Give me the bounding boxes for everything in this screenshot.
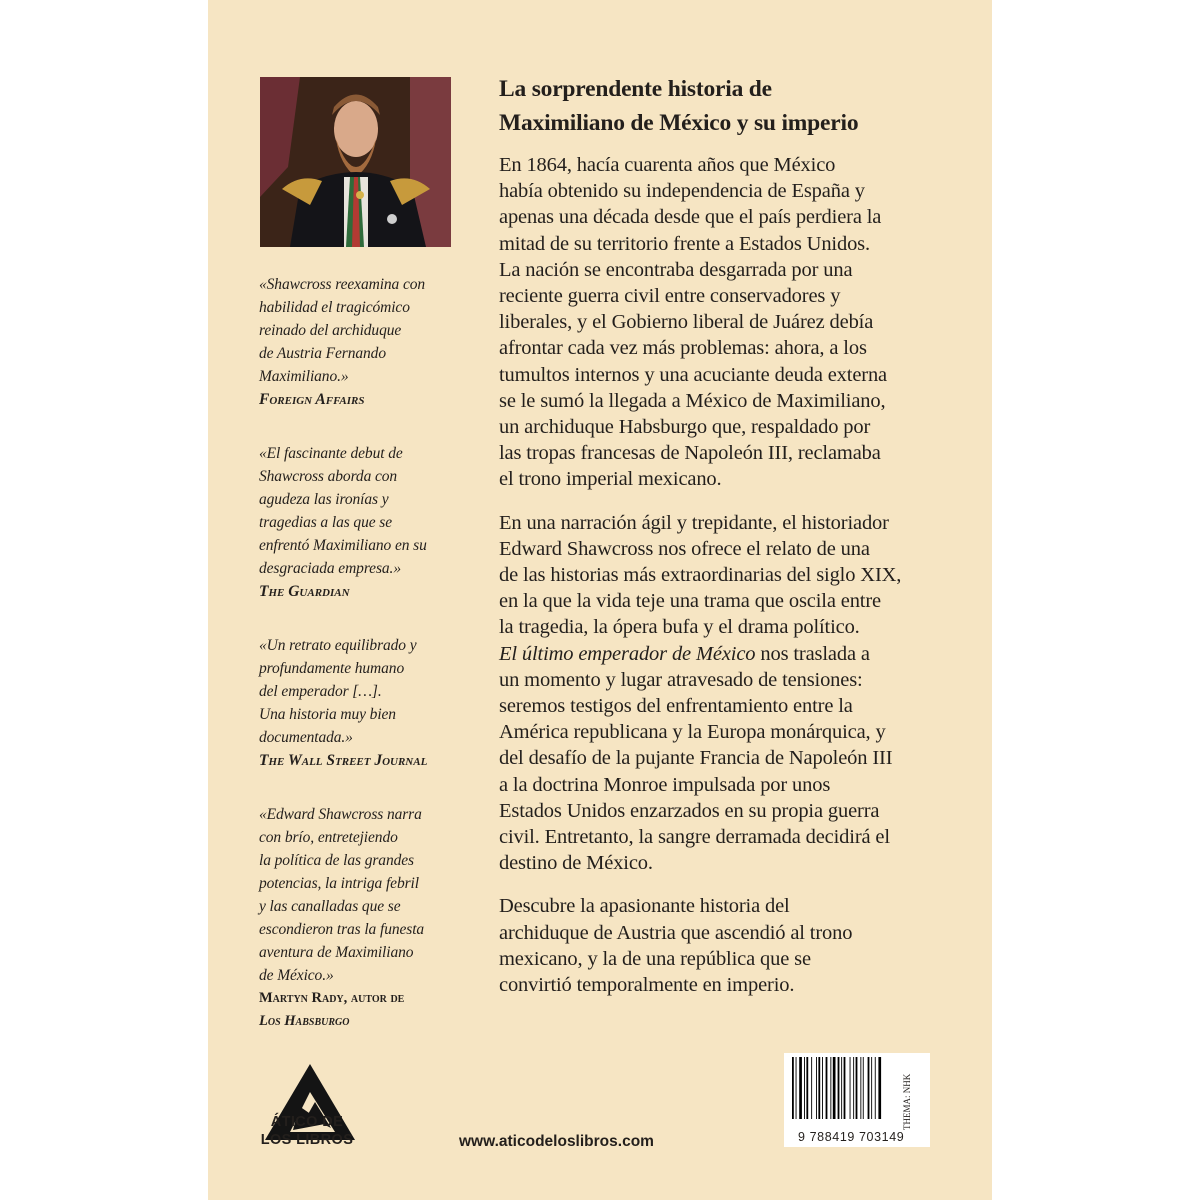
text-line: En 1864, hacía cuarenta años que México <box>499 154 836 176</box>
text-line: de las historias más extraordinarias del siglo XIX, <box>499 564 902 587</box>
quote-line: «El fascinante debut de <box>259 445 403 462</box>
quote-line: la política de las grandes <box>259 852 414 869</box>
portrait-image <box>260 77 451 247</box>
thema-code: THEMA: NHK <box>902 1073 912 1130</box>
barcode-bar <box>806 1057 808 1119</box>
quote-source-book: Los Habsburgo <box>259 1013 350 1029</box>
heading-line: La sorprendente historia de <box>499 76 772 102</box>
text-line: seremos testigos del enfrentamiento entre la <box>499 695 853 718</box>
text-line: afrontar cada vez más problemas: ahora, a los <box>499 337 867 360</box>
text-line: reciente guerra civil entre conservadores y <box>499 285 841 308</box>
text-line: había obtenido su independencia de España y <box>499 180 865 203</box>
quote-source: Foreign Affairs <box>259 391 365 408</box>
text-line: la tragedia, la ópera bufa y el drama político. <box>499 616 860 639</box>
barcode-bar <box>875 1057 876 1119</box>
barcode-bar <box>844 1057 846 1119</box>
text-line: mexicano, y la de una república que se <box>499 947 811 970</box>
isbn-number: 9 788419 703149 <box>798 1130 905 1144</box>
text-line: Estados Unidos enzarzados en su propia guerra <box>499 799 880 822</box>
barcode-bar <box>868 1057 870 1119</box>
text-line: del desafío de la pujante Francia de Napoleón III <box>499 747 893 770</box>
barcode-bar <box>811 1057 812 1119</box>
synopsis-paragraph-2 <box>499 510 939 877</box>
text-line: en la que la vida teje una trama que oscila entre <box>499 590 881 613</box>
quote-line: Shawcross aborda con <box>259 468 398 485</box>
quote-line: de Austria Fernando <box>259 345 386 362</box>
review-quote <box>259 273 464 411</box>
barcode-bar <box>816 1057 817 1119</box>
text-line: las tropas francesas de Napoleón III, reclamaba <box>499 442 881 465</box>
text-line: liberales, y el Gobierno liberal de Juárez debía <box>499 311 874 334</box>
quote-line: Una historia muy bien <box>259 706 396 723</box>
text-line: Edward Shawcross nos ofrece el relato de una <box>499 537 870 560</box>
quote-line: desgraciada empresa.» <box>259 560 401 577</box>
website-url: www.aticodeloslibros.com <box>459 1133 654 1150</box>
review-quote <box>259 442 464 603</box>
text-line: a la doctrina Monroe impulsada por unos <box>499 773 831 796</box>
barcode-bar <box>792 1057 794 1119</box>
text-line: destino de México. <box>499 852 653 875</box>
quote-line: y las canalladas que se <box>259 898 401 915</box>
quote-line: tragedias a las que se <box>259 514 392 531</box>
barcode-bar <box>860 1057 861 1119</box>
quote-source: The Wall Street Journal <box>259 752 428 769</box>
synopsis <box>499 72 939 1015</box>
quote-source <box>259 987 464 1033</box>
barcode-bar <box>830 1057 831 1119</box>
synopsis-heading <box>499 72 939 140</box>
text-line: archiduque de Austria que ascendió al trono <box>499 921 853 944</box>
barcode-bar <box>863 1057 864 1119</box>
synopsis-paragraph-1 <box>499 152 939 493</box>
quote-line: agudeza las ironías y <box>259 491 389 508</box>
text-line: América republicana y la Europa monárquica, y <box>499 721 886 744</box>
barcode-bar <box>856 1057 858 1119</box>
text-line: En una narración ágil y trepidante, el historiador <box>499 511 889 534</box>
text-line: un archiduque Habsburgo que, respaldado por <box>499 416 871 439</box>
quote-line: documentada.» <box>259 729 353 746</box>
quote-line: «Edward Shawcross narra <box>259 806 422 823</box>
text-line: un momento y lugar atravesado de tensiones: <box>499 668 863 691</box>
quote-line: reinado del archiduque <box>259 322 402 339</box>
barcode-bar <box>878 1057 881 1119</box>
quote-source-author: Martyn Rady, autor de <box>259 990 405 1006</box>
barcode-bar <box>822 1057 823 1119</box>
barcode-bar <box>799 1057 802 1119</box>
quote-source: The Guardian <box>259 583 350 600</box>
text-line: Descubre la apasionante historia del <box>499 895 790 918</box>
review-quotes <box>259 273 464 1064</box>
heading-line: Maximiliano de México y su imperio <box>499 110 859 136</box>
review-quote <box>259 634 464 772</box>
text-line: el trono imperial mexicano. <box>499 468 722 491</box>
quote-line: profundamente humano <box>259 660 405 677</box>
text-line: La nación se encontraba desgarrada por una <box>499 258 853 281</box>
text-line <box>499 641 939 667</box>
text-line: civil. Entretanto, la sangre derramada decidirá el <box>499 826 890 849</box>
quote-line: del emperador […]. <box>259 683 382 700</box>
quote-line: con brío, entretejiendo <box>259 829 398 846</box>
text-fragment: nos traslada a <box>755 642 870 665</box>
publisher-name-line-1: ÁTICO DE <box>270 1114 344 1130</box>
barcode-bar <box>804 1057 805 1119</box>
review-quote <box>259 803 464 1033</box>
text-line: mitad de su territorio frente a Estados Unidos. <box>499 232 870 255</box>
barcode-bar <box>818 1057 820 1119</box>
barcode-bar <box>826 1057 828 1119</box>
quote-line: «Un retrato equilibrado y <box>259 637 417 654</box>
quote-line: «Shawcross reexamina con <box>259 276 426 293</box>
barcode-bar <box>841 1057 842 1119</box>
text-line: tumultos internos y una acuciante deuda externa <box>499 363 888 386</box>
barcode-bar <box>833 1057 836 1119</box>
quote-line: potencias, la intriga febril <box>259 875 419 892</box>
barcode-bar <box>838 1057 840 1119</box>
barcode-bar <box>850 1057 851 1119</box>
barcode-bar <box>796 1057 797 1119</box>
quote-line: escondieron tras la funesta <box>259 921 425 938</box>
quote-line: habilidad el tragicómico <box>259 299 410 316</box>
quote-line: Maximiliano.» <box>259 368 349 385</box>
quote-line: aventura de Maximiliano <box>259 944 414 961</box>
synopsis-paragraph-3 <box>499 893 939 998</box>
publisher-name-line-2: LOS LIBROS <box>260 1132 354 1148</box>
barcode-bar <box>871 1057 872 1119</box>
text-line: apenas una década desde que el país perdiera la <box>499 206 882 229</box>
book-title: El último emperador de México <box>499 642 756 665</box>
quote-line: enfrentó Maximiliano en su <box>259 537 427 554</box>
barcode-bar <box>853 1057 854 1119</box>
quote-line: de México.» <box>259 967 334 984</box>
text-line: se le sumó la llegada a México de Maximiliano, <box>499 389 886 412</box>
text-line: convirtió temporalmente en imperio. <box>499 974 795 997</box>
